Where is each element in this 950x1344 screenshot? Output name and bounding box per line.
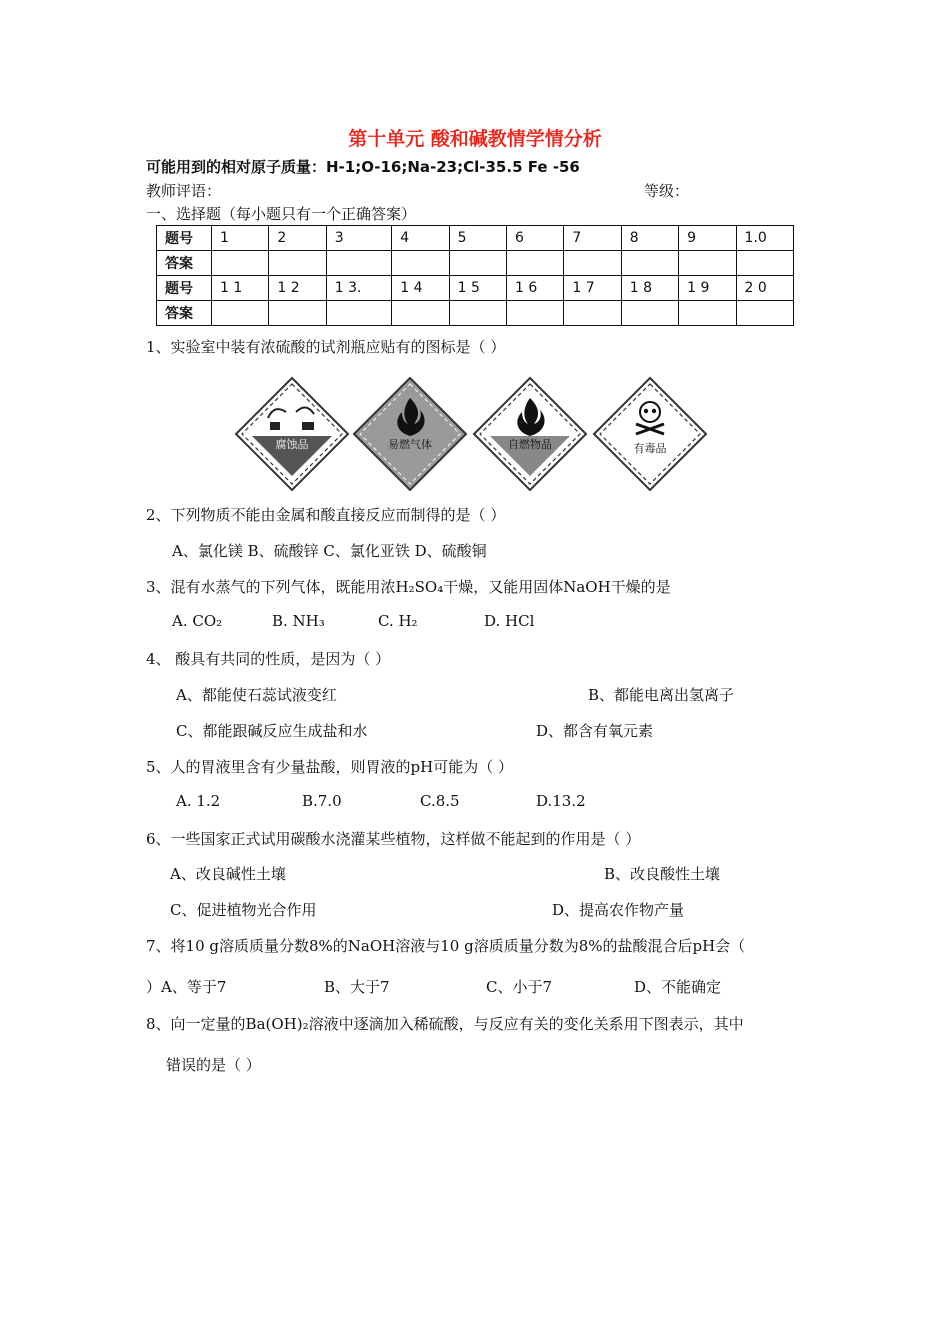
table-row [157, 301, 794, 326]
table-cell: 1 5 [449, 276, 506, 301]
answer-cell[interactable] [449, 251, 506, 276]
table-cell: 1 8 [621, 276, 678, 301]
answer-cell[interactable] [621, 301, 678, 326]
answer-cell[interactable] [736, 301, 793, 326]
hazard-label: 有毒品 [633, 442, 667, 455]
answer-cell[interactable] [736, 251, 793, 276]
q3-option-a: A. CO₂ [172, 612, 223, 630]
question-5: 5、人的胃液里含有少量盐酸，则胃液的pH可能为（ ） [146, 758, 513, 776]
num-label: 题号 [157, 276, 212, 301]
question-3: 3、混有水蒸气的下列气体，既能用浓H₂SO₄干燥，又能用固体NaOH干燥的是 [146, 578, 671, 596]
answer-cell[interactable] [269, 251, 326, 276]
table-row [157, 251, 794, 276]
corrosive-sign[interactable] [234, 376, 350, 492]
question-8: 8、向一定量的Ba(OH)₂溶液中逐滴加入稀硫酸，与反应有关的变化关系用下图表示，其中 [146, 1015, 744, 1033]
q5-option-d: D.13.2 [536, 792, 586, 810]
table-cell: 8 [621, 226, 678, 251]
question-2-options: A、氯化镁 B、硫酸锌 C、氯化亚铁 D、硫酸铜 [172, 542, 487, 560]
answer-cell[interactable] [326, 301, 392, 326]
ans-label: 答案 [157, 251, 212, 276]
table-cell: 4 [392, 226, 449, 251]
table-cell: 1 2 [269, 276, 326, 301]
table-cell: 7 [564, 226, 621, 251]
q5-option-b: B.7.0 [302, 792, 342, 810]
table-row [157, 276, 794, 301]
answer-cell[interactable] [449, 301, 506, 326]
q7-option-a: ）A、等于7 [146, 978, 227, 996]
table-cell: 1 [212, 226, 269, 251]
answer-cell[interactable] [212, 251, 269, 276]
page-title: 第十单元 酸和碱教情学情分析 [348, 128, 602, 150]
answer-cell[interactable] [269, 301, 326, 326]
question-6: 6、一些国家正式试用碳酸水浇灌某些植物，这样做不能起到的作用是（ ） [146, 830, 641, 848]
spontaneous-combustion-sign[interactable] [472, 376, 588, 492]
toxic-sign[interactable] [592, 376, 708, 492]
q6-option-d: D、提高农作物产量 [552, 901, 685, 919]
table-cell: 1.0 [736, 226, 793, 251]
q5-option-a: A. 1.2 [176, 792, 221, 810]
q3-option-d: D. HCl [484, 612, 535, 630]
table-cell: 1 3. [326, 276, 392, 301]
q4-option-b: B、都能电离出氢离子 [588, 686, 735, 704]
answer-table [156, 225, 794, 326]
grade-label: 等级： [644, 182, 690, 200]
answer-cell[interactable] [212, 301, 269, 326]
answer-cell[interactable] [564, 301, 621, 326]
q6-option-a: A、改良碱性土壤 [170, 865, 286, 883]
answer-cell[interactable] [679, 251, 736, 276]
table-cell: 1 7 [564, 276, 621, 301]
question-7: 7、将10 g溶质质量分数8%的NaOH溶液与10 g溶质质量分数为8%的盐酸混合后pH会（ [146, 937, 746, 955]
table-cell: 3 [326, 226, 392, 251]
answer-cell[interactable] [326, 251, 392, 276]
atomic-masses: 可能用到的相对原子质量：H-1;O-16;Na-23;Cl-35.5 Fe -56 [146, 158, 580, 176]
table-cell: 2 [269, 226, 326, 251]
table-cell: 5 [449, 226, 506, 251]
teacher-comment-label: 教师评语： [146, 182, 222, 200]
table-cell: 1 1 [212, 276, 269, 301]
q3-option-b: B. NH₃ [272, 612, 325, 630]
hazard-label: 腐蚀品 [275, 438, 309, 451]
q4-option-d: D、都含有氧元素 [536, 722, 654, 740]
q7-option-b: B、大于7 [324, 978, 390, 996]
num-label: 题号 [157, 226, 212, 251]
answer-cell[interactable] [507, 251, 564, 276]
question-1: 1、实验室中装有浓硫酸的试剂瓶应贴有的图标是（ ） [146, 338, 506, 356]
q6-option-b: B、改良酸性土壤 [604, 865, 721, 883]
table-cell: 2 0 [736, 276, 793, 301]
flammable-gas-sign[interactable] [352, 376, 468, 492]
question-2: 2、下列物质不能由金属和酸直接反应而制得的是（ ） [146, 506, 506, 524]
q7-option-d: D、不能确定 [634, 978, 722, 996]
table-row [157, 226, 794, 251]
q5-option-c: C.8.5 [420, 792, 460, 810]
question-4: 4、 酸具有共同的性质，是因为（ ） [146, 650, 391, 668]
table-cell: 1 6 [507, 276, 564, 301]
question-8-continued: 错误的是（ ） [166, 1056, 261, 1074]
answer-cell[interactable] [507, 301, 564, 326]
answer-cell[interactable] [564, 251, 621, 276]
table-cell: 1 4 [392, 276, 449, 301]
table-cell: 9 [679, 226, 736, 251]
answer-cell[interactable] [392, 251, 449, 276]
answer-cell[interactable] [392, 301, 449, 326]
q6-option-c: C、促进植物光合作用 [170, 901, 317, 919]
table-cell: 6 [507, 226, 564, 251]
q7-option-c: C、小于7 [486, 978, 553, 996]
ans-label: 答案 [157, 301, 212, 326]
answer-cell[interactable] [679, 301, 736, 326]
q4-option-a: A、都能使石蕊试液变红 [176, 686, 337, 704]
table-cell: 1 9 [679, 276, 736, 301]
q4-option-c: C、都能跟碱反应生成盐和水 [176, 722, 368, 740]
answer-cell[interactable] [621, 251, 678, 276]
section-heading: 一、选择题（每小题只有一个正确答案） [146, 205, 417, 223]
hazard-label: 自燃物品 [508, 438, 552, 451]
hazard-label: 易燃气体 [388, 438, 432, 451]
q3-option-c: C. H₂ [378, 612, 418, 630]
